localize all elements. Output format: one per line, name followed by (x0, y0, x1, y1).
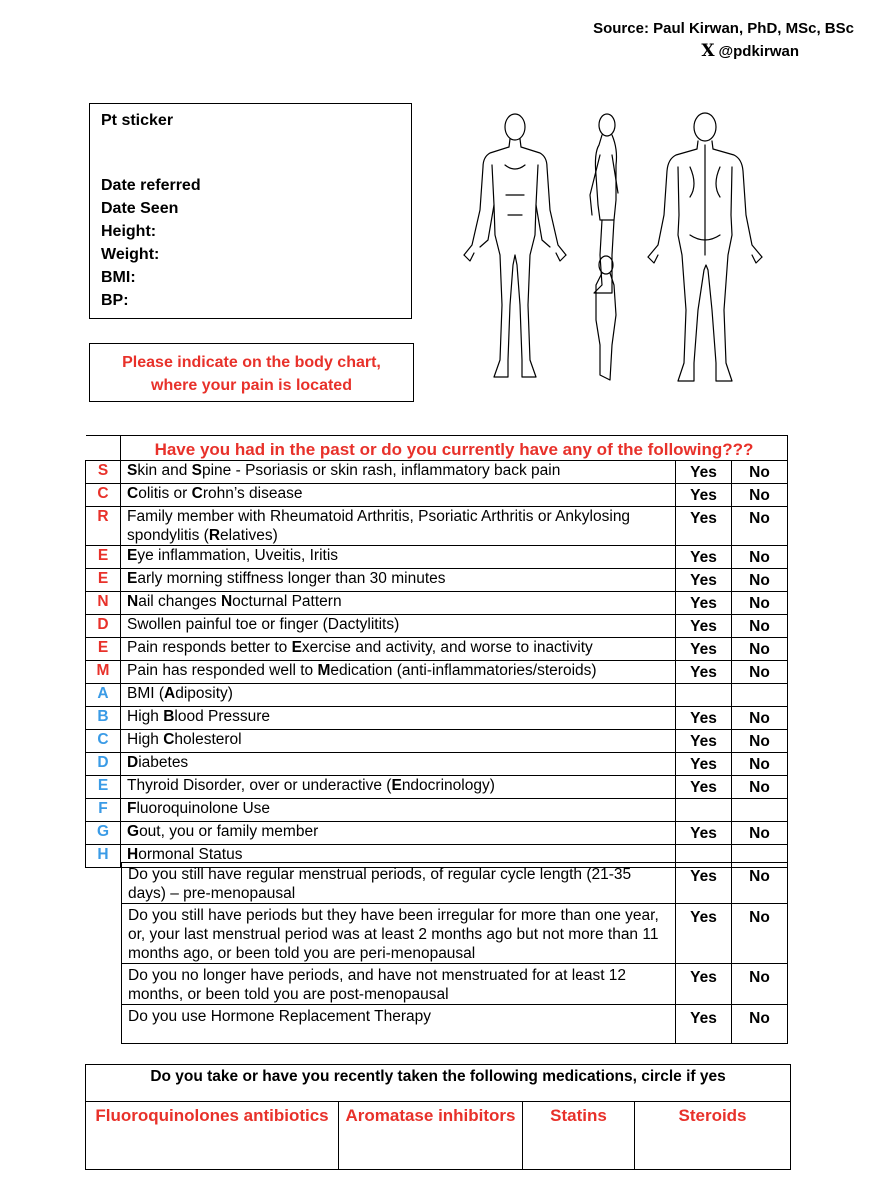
table-row (86, 661, 788, 684)
medication-aromatase-inhibitors[interactable]: Aromatase inhibitors (339, 1102, 523, 1170)
row-letter: M (86, 661, 121, 684)
question-text: Colitis or Crohn’s disease (121, 484, 676, 507)
yes-option[interactable]: Yes (676, 615, 732, 638)
weight-field[interactable]: Weight: (101, 246, 160, 263)
table-row (86, 638, 788, 661)
no-option[interactable]: No (732, 904, 788, 964)
row-letter: E (86, 638, 121, 661)
question-text: Do you still have periods but they have been irregular for more than one year, or, your last menstrual period was at least 2 months ago but not more than 11 months ago, or been told you are peri-menopausal (122, 904, 676, 964)
no-option[interactable]: No (732, 964, 788, 1005)
table-row (122, 1005, 788, 1044)
no-option[interactable]: No (732, 661, 788, 684)
patient-info-box (89, 103, 412, 319)
question-text: Swollen painful toe or finger (Dactylitits) (121, 615, 676, 638)
empty-cell (732, 799, 788, 822)
table-row (86, 592, 788, 615)
table-row (122, 904, 788, 964)
no-option[interactable]: No (732, 484, 788, 507)
question-text: Diabetes (121, 753, 676, 776)
table-row (86, 799, 788, 822)
yes-option[interactable]: Yes (676, 753, 732, 776)
table-row (86, 484, 788, 507)
questionnaire-header: Have you had in the past or do you currently have any of the following??? (121, 436, 788, 461)
table-row (86, 569, 788, 592)
row-letter: A (86, 684, 121, 707)
bmi-field[interactable]: BMI: (101, 269, 136, 286)
question-text: Fluoroquinolone Use (121, 799, 676, 822)
screening-table (85, 435, 788, 868)
table-row (86, 546, 788, 569)
question-text: Nail changes Nocturnal Pattern (121, 592, 676, 615)
question-text: Early morning stiffness longer than 30 minutes (121, 569, 676, 592)
medications-row (86, 1102, 791, 1170)
question-text: Hormonal Status (121, 845, 676, 868)
row-letter: N (86, 592, 121, 615)
instruction-line-1: Please indicate on the body chart, (122, 354, 381, 371)
yes-option[interactable]: Yes (676, 707, 732, 730)
body-chart-instruction (89, 343, 414, 402)
row-letter: S (86, 461, 121, 484)
yes-option[interactable]: Yes (676, 730, 732, 753)
medication-steroids[interactable]: Steroids (635, 1102, 791, 1170)
yes-option[interactable]: Yes (676, 661, 732, 684)
table-row (122, 863, 788, 904)
question-text: Pain responds better to Exercise and activity, and worse to inactivity (121, 638, 676, 661)
question-text: Eye inflammation, Uveitis, Iritis (121, 546, 676, 569)
row-letter: D (86, 753, 121, 776)
medication-statins[interactable]: Statins (523, 1102, 635, 1170)
no-option[interactable]: No (732, 615, 788, 638)
body-chart-figure[interactable] (450, 105, 765, 395)
table-row (86, 707, 788, 730)
question-text: Family member with Rheumatoid Arthritis, Psoriatic Arthritis or Ankylosing spondylitis (Relatives) (121, 507, 676, 546)
yes-option[interactable]: Yes (676, 863, 732, 904)
row-letter: E (86, 546, 121, 569)
row-letter: C (86, 730, 121, 753)
handle-line (514, 40, 799, 63)
yes-option[interactable]: Yes (676, 592, 732, 615)
medication-fluoroquinolones[interactable]: Fluoroquinolones antibiotics (86, 1102, 339, 1170)
table-row (86, 730, 788, 753)
yes-option[interactable]: Yes (676, 964, 732, 1005)
table-row (86, 776, 788, 799)
table-row (86, 461, 788, 484)
row-letter: B (86, 707, 121, 730)
question-text: High Blood Pressure (121, 707, 676, 730)
yes-option[interactable]: Yes (676, 1005, 732, 1044)
no-option[interactable]: No (732, 569, 788, 592)
instruction-line-2: where your pain is located (151, 377, 352, 394)
table-header-row (86, 436, 788, 461)
question-text: Pain has responded well to Medication (anti-inflammatories/steroids) (121, 661, 676, 684)
no-option[interactable]: No (732, 638, 788, 661)
back-body-figure (648, 113, 762, 381)
question-text: Do you no longer have periods, and have not menstruated for at least 12 months, or been told you are post-menopausal (122, 964, 676, 1005)
question-text: Do you use Hormone Replacement Therapy (122, 1005, 676, 1044)
table-row (86, 615, 788, 638)
no-option[interactable]: No (732, 822, 788, 845)
hormonal-status-table (121, 862, 788, 1044)
date-referred-field[interactable]: Date referred (101, 177, 201, 194)
front-body-figure (464, 114, 566, 377)
medications-header-row (86, 1065, 791, 1102)
medications-table (85, 1064, 791, 1170)
question-text: Thyroid Disorder, over or underactive (Endocrinology) (121, 776, 676, 799)
table-row (86, 507, 788, 546)
table-row (86, 753, 788, 776)
no-option[interactable]: No (732, 507, 788, 546)
question-text: Do you still have regular menstrual periods, of regular cycle length (21-35 days) – pre-menopausal (122, 863, 676, 904)
no-option[interactable]: No (732, 753, 788, 776)
table-row (122, 964, 788, 1005)
no-option[interactable]: No (732, 776, 788, 799)
twitter-handle: @pdkirwan (718, 43, 799, 60)
source-credit (514, 18, 854, 63)
question-text: Gout, you or family member (121, 822, 676, 845)
side-body-figure-upper (590, 114, 618, 293)
row-letter: G (86, 822, 121, 845)
yes-option[interactable]: Yes (676, 461, 732, 484)
pt-sticker-label: Pt sticker (101, 112, 174, 129)
yes-option[interactable]: Yes (676, 546, 732, 569)
no-option[interactable]: No (732, 707, 788, 730)
bp-field[interactable]: BP: (101, 292, 129, 309)
yes-option[interactable]: Yes (676, 776, 732, 799)
yes-option[interactable]: Yes (676, 904, 732, 964)
medications-question: Do you take or have you recently taken the following medications, circle if yes (86, 1065, 791, 1102)
no-option[interactable]: No (732, 730, 788, 753)
side-body-figure-lower (596, 256, 616, 380)
empty-cell (676, 684, 732, 707)
height-field[interactable]: Height: (101, 223, 157, 240)
no-option[interactable]: No (732, 461, 788, 484)
yes-option[interactable]: Yes (676, 569, 732, 592)
x-logo-icon: X (701, 41, 715, 61)
row-letter: F (86, 799, 121, 822)
source-line: Source: Paul Kirwan, PhD, MSc, BSc (593, 20, 854, 37)
table-row (86, 684, 788, 707)
date-seen-field[interactable]: Date Seen (101, 200, 179, 217)
no-option[interactable]: No (732, 592, 788, 615)
yes-option[interactable]: Yes (676, 507, 732, 546)
no-option[interactable]: No (732, 1005, 788, 1044)
yes-option[interactable]: Yes (676, 484, 732, 507)
row-letter: H (86, 845, 121, 868)
table-row (86, 822, 788, 845)
no-option[interactable]: No (732, 863, 788, 904)
empty-cell (676, 799, 732, 822)
row-letter: C (86, 484, 121, 507)
yes-option[interactable]: Yes (676, 822, 732, 845)
question-text: Skin and Spine - Psoriasis or skin rash, inflammatory back pain (121, 461, 676, 484)
row-letter: E (86, 569, 121, 592)
question-text: High Cholesterol (121, 730, 676, 753)
row-letter: D (86, 615, 121, 638)
empty-cell (732, 684, 788, 707)
row-letter: R (86, 507, 121, 546)
yes-option[interactable]: Yes (676, 638, 732, 661)
no-option[interactable]: No (732, 546, 788, 569)
row-letter: E (86, 776, 121, 799)
question-text: BMI (Adiposity) (121, 684, 676, 707)
